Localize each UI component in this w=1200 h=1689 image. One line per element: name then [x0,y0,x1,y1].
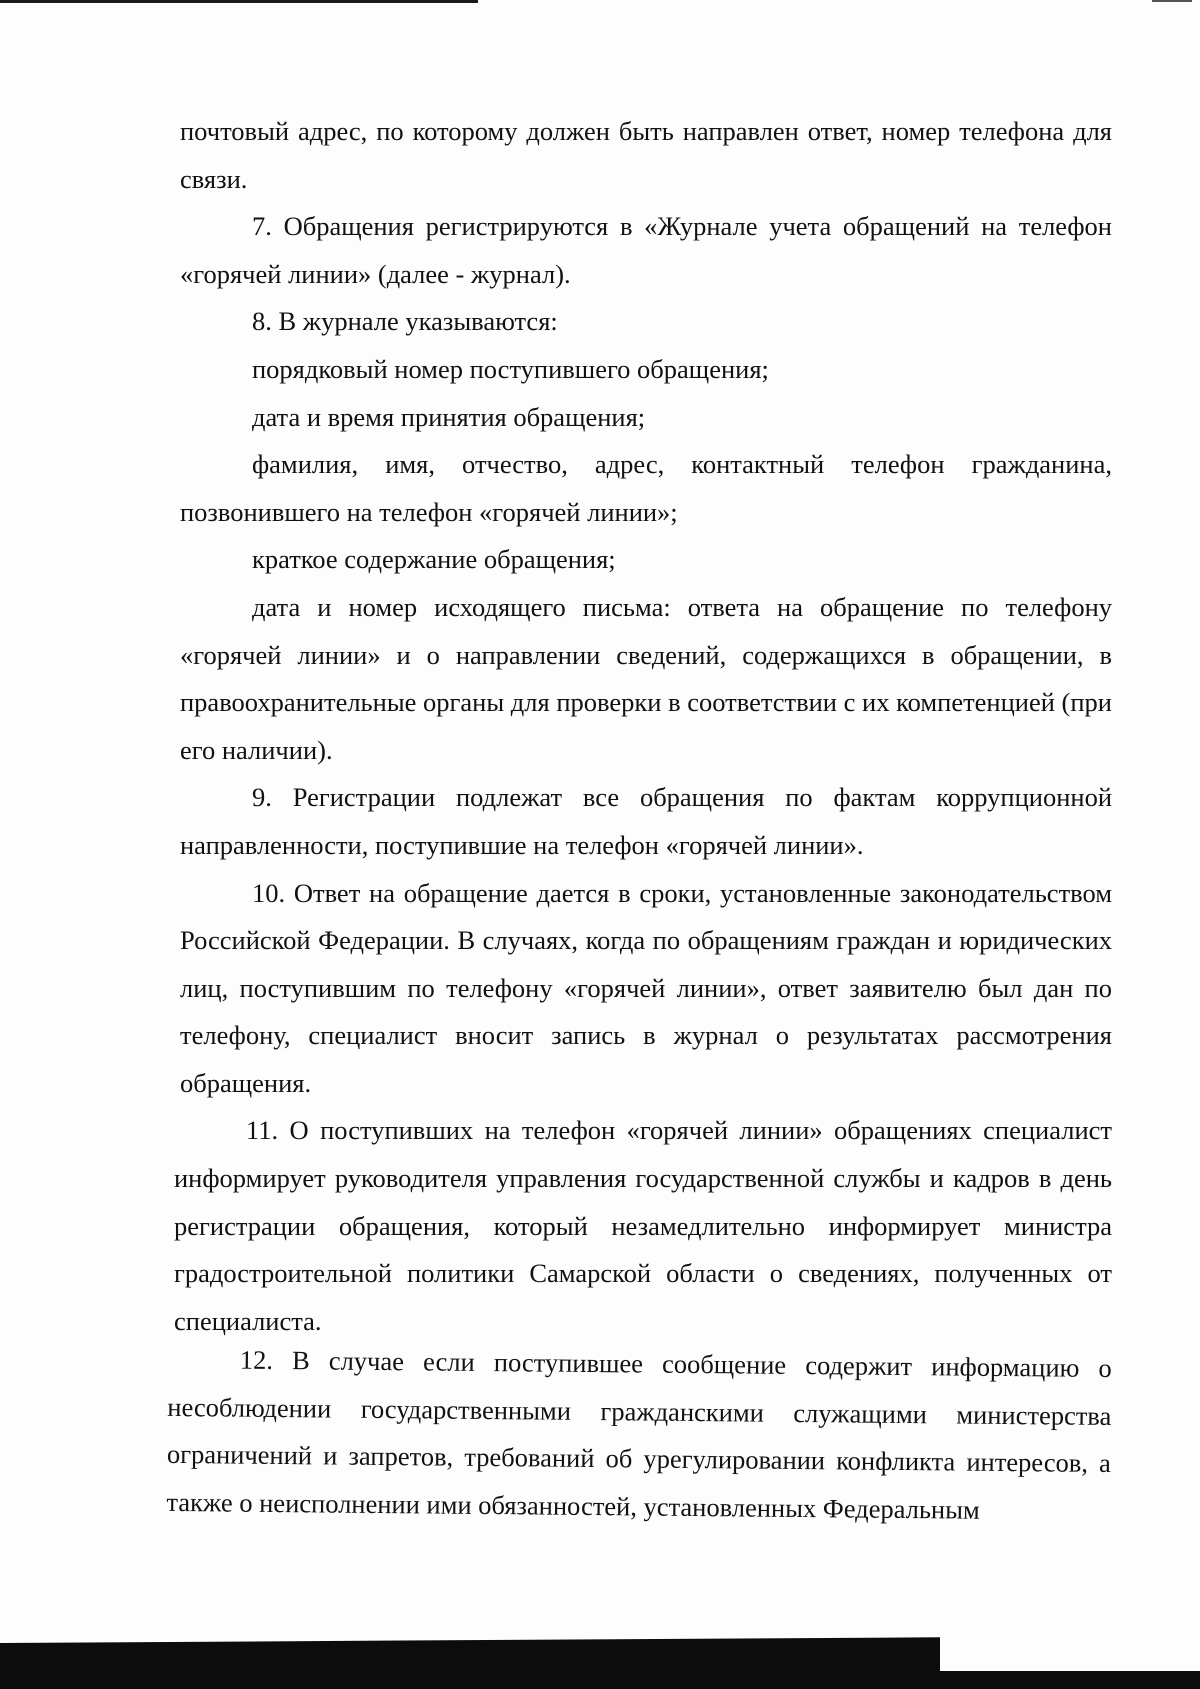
paragraph-10: 10. Ответ на обращение дается в сроки, установленные законодательством Российской Федерации. В случаях, когда по обращениям граждан и юридических лиц, поступившим по телефону «горячей линии», ответ заявителю был дан по телефону, специалист вносит запись в журнал о результатах рассмотрения обращения. [180,877,1112,1098]
paragraph-8-item-1: порядковый номер поступившего обращения; [252,353,769,384]
paragraph-8: 8. В журнале указываются: [252,306,558,337]
paragraph-9: 9. Регистрации подлежат все обращения по фактам коррупционной направленности, поступившие на телефон «горячей линии». [180,782,1112,860]
paragraph-7: 7. Обращения регистрируются в «Журнале учета обращений на телефон «горячей линии» (далее - журнал). [180,211,1112,289]
paragraph-0: почтовый адрес, по которому должен быть направлен ответ, номер телефона для связи. [180,116,1112,194]
paragraph-8-item-2: дата и время принятия обращения; [252,401,646,432]
paragraph-8-item-3: фамилия, имя, отчество, адрес, контактный телефон гражданина, позвонившего на телефон «горячей линии»; [180,449,1112,527]
paragraph-12: 12. В случае если поступившее сообщение содержит информацию о несоблюдении государственными гражданскими служащими министерства ограничений и запретов, требований об урегулировании конфликта интересов, а также о неисполнении ими обязанностей, установленных Федеральным [166,1345,1112,1525]
paragraph-8-item-5: дата и номер исходящего письма: ответа на обращение по телефону «горячей линии» и о направлении сведений, содержащихся в обращении, в правоохранительные органы для проверки в соответствии с их компетенцией (при его наличии). [180,591,1112,765]
scan-edge-top-right [1152,0,1192,2]
scan-edge-bottom-shadow [0,1637,940,1689]
paragraph-11: 11. О поступивших на телефон «горячей линии» обращениях специалист информирует руководителя управления государственной службы и кадров в день регистрации обращения, который незамедлительно информирует министра градостроительной политики Самарской области о сведениях, полученных от специалиста. [174,1115,1112,1336]
document-body [166,108,1112,1536]
paragraph-8-item-4: краткое содержание обращения; [252,544,616,575]
scan-edge-top [0,0,478,3]
